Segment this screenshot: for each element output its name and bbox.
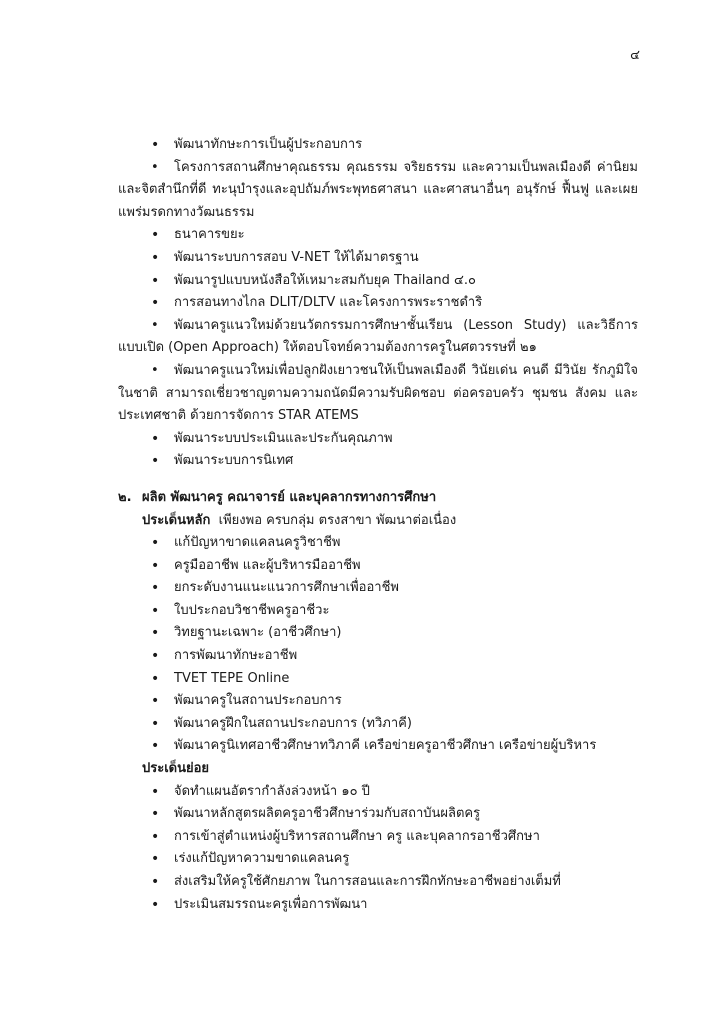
- paragraph-text: พัฒนาครูแนวใหม่เพื่อปลูกฝังเยาวชนให้เป็นพลเมืองดี วินัยเด่น คนดี มีวินัย รักภูมิใจในชาติ สามารถเชี่ยวชาญตามความถนัดมีความรับผิดชอบ ต่อครอบครัว ชุมชน สังคม และประเทศชาติ ด้วยการจัดการ STAR ATEMS: [118, 362, 638, 424]
- section-title: ผลิต พัฒนาครู คณาจารย์ และบุคลากรทางการศึกษา: [142, 489, 437, 505]
- list-item: • พัฒนารูปแบบหนังสือให้เหมาะสมกับยุค Thailand ๔.๐: [118, 270, 638, 293]
- sub-issues-label: ประเด็นย่อย: [142, 761, 210, 777]
- list-item: • ยกระดับงานแนะแนวการศึกษาเพื่ออาชีพ: [118, 577, 638, 600]
- list-item: • ธนาคารขยะ: [118, 224, 638, 247]
- sub-issues-line: [118, 758, 638, 781]
- paragraph-good-citizen: • พัฒนาครูแนวใหม่เพื่อปลูกฝังเยาวชนให้เป็นพลเมืองดี วินัยเด่น คนดี มีวินัย รักภูมิใจในชาติ สามารถเชี่ยวชาญตามความถนัดมีความรับผิดชอบ ต่อครอบครัว ชุมชน สังคม และประเทศชาติ ด้วยการจัดการ STAR ATEMS: [118, 362, 638, 424]
- list-item: • เร่งแก้ปัญหาความขาดแคลนครู: [118, 848, 638, 871]
- list-item: • จัดทำแผนอัตรากำลังล่วงหน้า ๑๐ ปี: [118, 781, 638, 804]
- list-item: • ส่งเสริมให้ครูใช้ศักยภาพ ในการสอนและการฝึกทักษะอาชีพอย่างเต็มที่: [118, 871, 638, 894]
- page-number: ๔: [630, 48, 640, 63]
- list-item: • พัฒนาระบบการสอบ V-NET ให้ได้มาตรฐาน: [118, 247, 638, 270]
- list-item: • พัฒนาระบบประเมินและประกันคุณภาพ: [118, 428, 638, 451]
- list-item: • การสอนทางไกล DLIT/DLTV และโครงการพระราชดำริ: [118, 292, 638, 315]
- page-content: [118, 134, 638, 916]
- list-item: • การพัฒนาทักษะอาชีพ: [118, 645, 638, 668]
- paragraph-lesson-study: • พัฒนาครูแนวใหม่ด้วยนวัตกรรมการศึกษาชั้นเรียน (Lesson Study) และวิธีการแบบเปิด (Open Approach) ให้ตอบโจทย์ความต้องการครูในศตวรรษที่ ๒๑: [118, 317, 638, 356]
- main-issues-text: เพียงพอ ครบกลุ่ม ตรงสาขา พัฒนาต่อเนื่อง: [218, 512, 457, 528]
- list-item: • แก้ปัญหาขาดแคลนครูวิชาชีพ: [118, 532, 638, 555]
- paragraph-moral-school: • โครงการสถานศึกษาคุณธรรม คุณธรรม จริยธรรม และความเป็นพลเมืองดี ค่านิยมและจิตสำนึกที่ดี ทะนุบำรุงและอุปถัมภ์พระพุทธศาสนา และศาสนาอื่นๆ อนุรักษ์ ฟื้นฟู และเผยแพร่มรดกทางวัฒนธรรม: [118, 159, 638, 220]
- list-item: • พัฒนาครูนิเทศอาชีวศึกษาทวิภาคี เครือข่ายครูอาชีวศึกษา เครือข่ายผู้บริหาร: [118, 735, 638, 758]
- paragraph-text: พัฒนาครูแนวใหม่ด้วยนวัตกรรมการศึกษาชั้นเรียน (Lesson Study) และวิธีการแบบเปิด (Open Approach) ให้ตอบโจทย์ความต้องการครูในศตวรรษที่ ๒๑: [118, 317, 638, 356]
- list-item: • พัฒนาครูฝึกในสถานประกอบการ (ทวิภาคี): [118, 713, 638, 736]
- main-issues-line: [118, 510, 638, 533]
- list-item: • TVET TEPE Online: [118, 668, 638, 691]
- section-number: ๒.: [118, 489, 132, 505]
- list-item: • ประเมินสมรรถนะครูเพื่อการพัฒนา: [118, 894, 638, 917]
- list-item: • พัฒนาทักษะการเป็นผู้ประกอบการ: [118, 134, 638, 157]
- section-gap: [118, 473, 638, 487]
- list-item: • วิทยฐานะเฉพาะ (อาชีวศึกษา): [118, 622, 638, 645]
- list-item: • พัฒนาครูในสถานประกอบการ: [118, 690, 638, 713]
- paragraph-text: โครงการสถานศึกษาคุณธรรม คุณธรรม จริยธรรม และความเป็นพลเมืองดี ค่านิยมและจิตสำนึกที่ดี ทะนุบำรุงและอุปถัมภ์พระพุทธศาสนา และศาสนาอื่นๆ อนุรักษ์ ฟื้นฟู และเผยแพร่มรดกทางวัฒนธรรม: [118, 159, 638, 220]
- list-item: • พัฒนาระบบการนิเทศ: [118, 450, 638, 473]
- list-item: • การเข้าสู่ตำแหน่งผู้บริหารสถานศึกษา ครู และบุคลากรอาชีวศึกษา: [118, 826, 638, 849]
- list-item: • ใบประกอบวิชาชีพครูอาชีวะ: [118, 600, 638, 623]
- section-heading: [118, 487, 638, 510]
- main-issues-label: ประเด็นหลัก: [142, 512, 211, 528]
- list-item: • ครูมืออาชีพ และผู้บริหารมืออาชีพ: [118, 555, 638, 578]
- list-item: • พัฒนาหลักสูตรผลิตครูอาชีวศึกษาร่วมกับสถาบันผลิตครู: [118, 803, 638, 826]
